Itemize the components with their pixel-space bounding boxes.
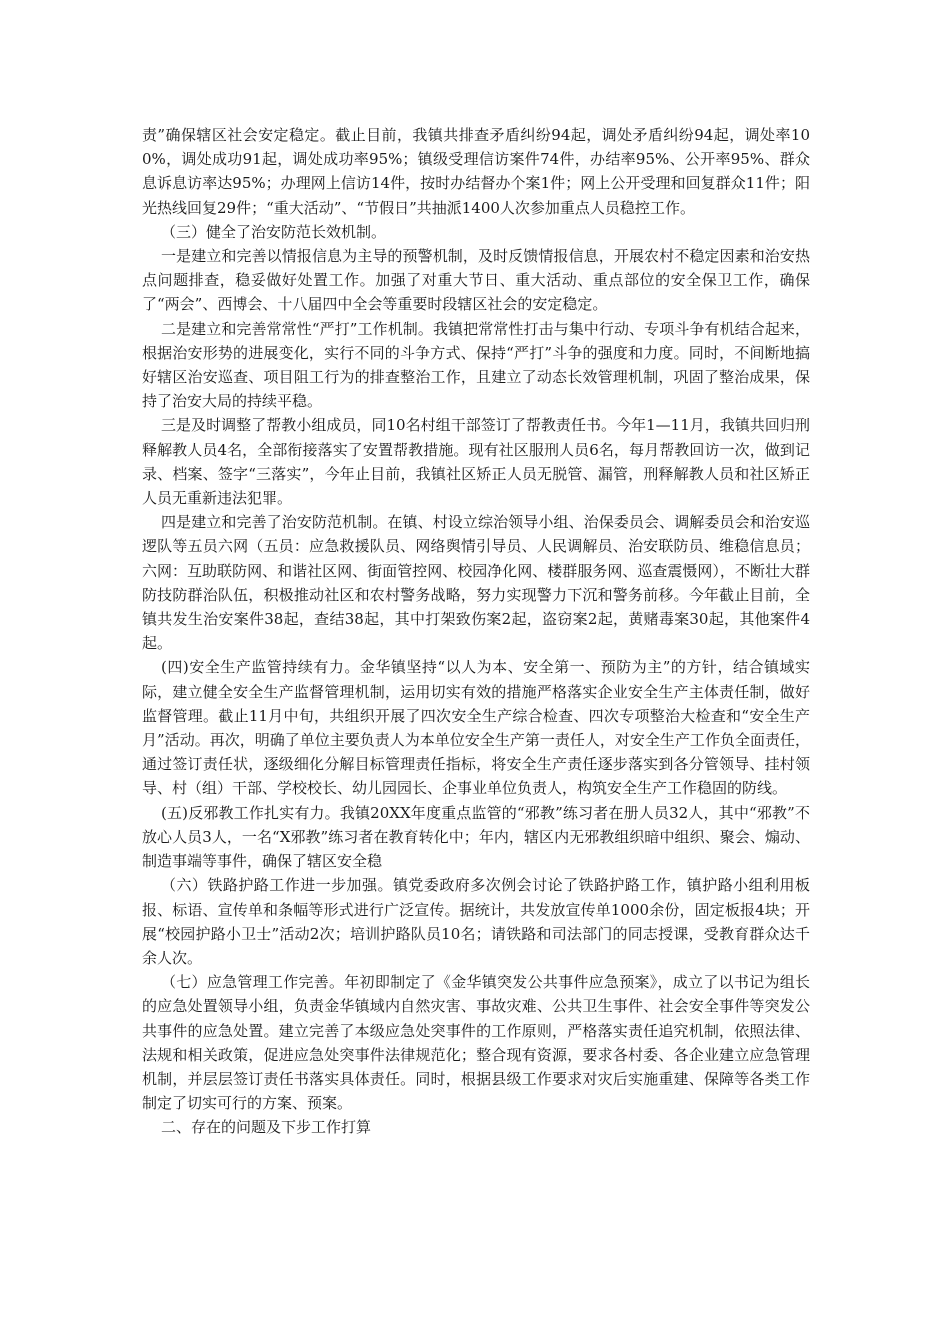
paragraph-item-4: 四是建立和完善了治安防范机制。在镇、村设立综治领导小组、治保委员会、调解委员会和治安巡逻队等五员六网（五员：应急救援队员、网络舆情引导员、人民调解员、治安联防员、维稳信息员；六网：互助联防网、和谐社区网、街面管控网、校园净化网、楼群服务网、巡查震慑网），不断壮大群防技防群治队伍，积极推动社区和农村警务战略，努力实现警力下沉和警务前移。今年截止目前，全镇共发生治安案件38起，查结38起，其中打架致伤案2起，盗窃案2起，黄赌毒案30起，其他案件4起。 — [142, 513, 810, 653]
paragraph-item-3: 三是及时调整了帮教小组成员，同10名村组干部签订了帮教责任书。今年1—11月，我镇共回归刑释解教人员4名，全部衔接落实了安置帮教措施。现有社区服刑人员6名，每月帮教回访一次，做到记录、档案、签字“三落实”，今年止目前，我镇社区矫正人员无脱管、漏管，刑释解教人员和社区矫正人员无重新违法犯罪。 — [142, 416, 810, 508]
paragraph-item-2: 二是建立和完善常常性“严打”工作机制。我镇把常常性打击与集中行动、专项斗争有机结合起来，根据治安形势的进展变化，实行不同的斗争方式、保持“严打”斗争的强度和力度。同时，不间断地搞好辖区治安巡查、项目阻工行为的排查整治工作，且建立了动态长效管理机制，巩固了整治成果，保持了治安大局的持续平稳。 — [142, 319, 810, 411]
paragraph-item-1: 一是建立和完善以情报信息为主导的预警机制，及时反馈情报信息，开展农村不稳定因素和治安热点问题排查，稳妥做好处置工作。加强了对重大节日、重大活动、重点部位的安全保卫工作，确保了“两会”、西博会、十八届四中全会等重要时段辖区社会的安定稳定。 — [142, 247, 810, 314]
section-heading-2: 二、存在的问题及下步工作打算 — [161, 1118, 372, 1137]
paragraph-section-5: (五)反邪教工作扎实有力。我镇20XX年度重点监管的“邪教”练习者在册人员32人，其中“邪教”不放心人员3人，一名“X邪教”练习者在教育转化中；年内，辖区内无邪教组织暗中组织、聚会、煽动、制造事端等事件，确保了辖区安全稳 — [142, 803, 810, 871]
section-heading-3: （三）健全了治安防范长效机制。 — [161, 222, 387, 241]
paragraph-continued: 责”确保辖区社会安定稳定。截止目前，我镇共排查矛盾纠纷94起，调处矛盾纠纷94起，调处率100%，调处成功91起，调处成功率95%；镇级受理信访案件74件，办结率95%、公开率95%、群众息诉息访率达95%；办理网上信访14件，按时办结督办个案1件；网上公开受理和回复群众11件；阳光热线回复29件；“重大活动”、“节假日”共抽派1400人次参加重点人员稳控工作。 — [142, 126, 810, 217]
document-page — [142, 123, 810, 1140]
paragraph-section-4: (四)安全生产监管持续有力。金华镇坚持“以人为本、安全第一、预防为主”的方针，结合镇域实际，建立健全安全生产监督管理机制，运用切实有效的措施严格落实企业安全生产主体责任制，做好监督管理。截止11月中旬，共组织开展了四次安全生产综合检查、四次专项整治大检查和“安全生产月”活动。再次，明确了单位主要负责人为本单位安全生产第一责任人，对安全生产工作负全面责任，通过签订责任状，逐级细化分解目标管理责任指标，将安全生产责任逐步落实到各分管领导、挂村领导、村（组）干部、学校校长、幼儿园园长、企事业单位负责人，构筑安全生产工作稳固的防线。 — [142, 658, 810, 798]
paragraph-section-6: （六）铁路护路工作进一步加强。镇党委政府多次例会讨论了铁路护路工作，镇护路小组利用板报、标语、宣传单和条幅等形式进行广泛宣传。据统计，共发放宣传单1000余份，固定板报4块；开展“校园护路小卫士”活动2次；培训护路队员10名；请铁路和司法部门的同志授课，受教育群众达千余人次。 — [142, 876, 810, 967]
paragraph-section-7: （七）应急管理工作完善。年初即制定了《金华镇突发公共事件应急预案》，成立了以书记为组长的应急处置领导小组，负责金华镇域内自然灾害、事故灾难、公共卫生事件、社会安全事件等突发公共事件的应急处置。建立完善了本级应急处突事件的工作原则，严格落实责任追究机制，依照法律、法规和相关政策，促进应急处突事件法律规范化；整合现有资源，要求各村委、各企业建立应急管理机制，并层层签订责任书落实具体责任。同时，根据县级工作要求对灾后实施重建、保障等各类工作制定了切实可行的方案、预案。 — [142, 973, 810, 1113]
